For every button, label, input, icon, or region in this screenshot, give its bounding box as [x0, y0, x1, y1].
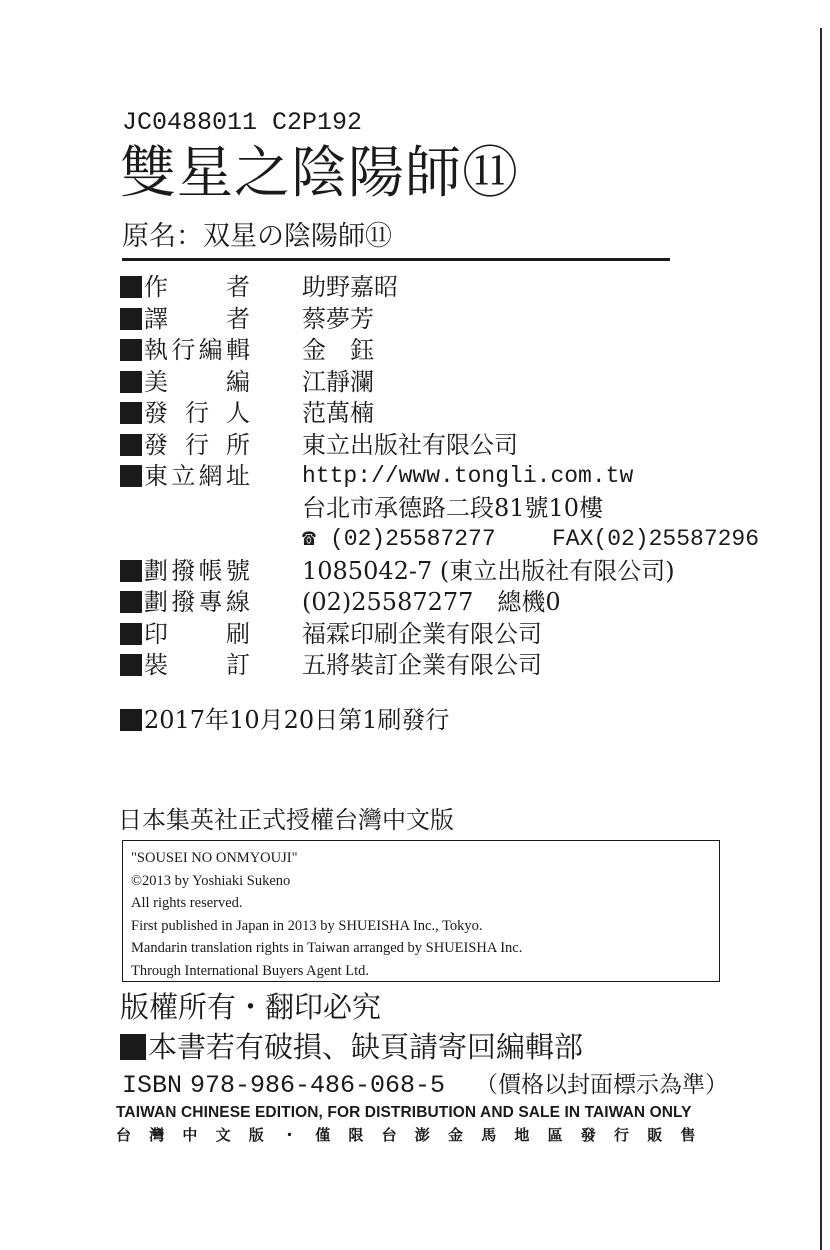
page-edge-line — [820, 28, 822, 1250]
credit-value: 范萬楠 — [302, 399, 374, 427]
address-row — [120, 493, 780, 525]
distribution-notice-zh: 台灣中文版・僅限台澎金馬地區發行販售 — [116, 1126, 714, 1144]
telephone-icon: ☎ — [302, 526, 316, 552]
original-title: 原名：双星の陰陽師⑪ — [122, 221, 392, 252]
phone-row — [120, 524, 780, 556]
credit-value: (02)25587277 總機0 — [302, 588, 561, 616]
bullet-square-icon — [120, 276, 142, 298]
damage-notice-row — [120, 1025, 583, 1066]
credit-value: 五將裝訂企業有限公司 — [302, 651, 542, 679]
bullet-square-icon — [120, 308, 142, 330]
fax-number: FAX(02)25587296 — [552, 526, 760, 552]
bullet-square-icon — [120, 560, 142, 582]
credit-value: 金 鈺 — [302, 336, 374, 364]
damage-notice: 本書若有破損、缺頁請寄回編輯部 — [148, 1030, 584, 1064]
license-line: 日本集英社正式授權台灣中文版 — [118, 806, 454, 834]
copyright-line: Through International Buyers Agent Ltd. — [131, 962, 369, 979]
credit-value: 東立出版社有限公司 — [302, 430, 518, 459]
credit-value: 助野嘉昭 — [302, 273, 398, 301]
address: 台北市承德路二段81號10樓 — [302, 493, 604, 522]
credit-row-author — [120, 272, 780, 304]
bullet-square-icon — [120, 371, 142, 393]
title-divider — [122, 258, 670, 261]
bullet-square-icon — [120, 623, 142, 645]
credits-list — [120, 272, 780, 682]
credit-label: 劃撥專線 — [144, 588, 250, 616]
credit-row-editor — [120, 335, 780, 367]
credit-value: 1085042-7 (東立出版社有限公司) — [302, 556, 675, 585]
credit-label: 發行所 — [144, 430, 250, 459]
credit-label: 發行人 — [144, 399, 250, 427]
credit-label: 東立網址 — [144, 462, 250, 490]
copyright-line: ©2013 by Yoshiaki Sukeno — [131, 872, 291, 889]
credit-label: 劃撥帳號 — [144, 556, 250, 585]
bullet-square-icon — [120, 402, 142, 424]
website-url: http://www.tongli.com.tw — [302, 463, 634, 489]
bullet-square-icon — [120, 654, 142, 676]
bullet-square-icon — [120, 465, 142, 487]
copyright-line: First published in Japan in 2013 by SHUEISHA Inc., Tokyo. — [131, 917, 483, 934]
distribution-notice-en: TAIWAN CHINESE EDITION, FOR DISTRIBUTION AND SALE IN TAIWAN ONLY — [116, 1104, 692, 1121]
product-code: JC0488011 C2P192 — [122, 108, 363, 137]
credit-label: 作 者 — [144, 273, 250, 301]
credit-label: 美 編 — [144, 367, 250, 396]
credit-row-designer — [120, 367, 780, 399]
isbn-row — [122, 1066, 728, 1100]
rights-reserved: 版權所有・翻印必究 — [120, 990, 382, 1024]
book-title: 雙星之陰陽師⑪ — [120, 141, 519, 206]
bullet-square-icon — [120, 434, 142, 456]
credit-value: 蔡夢芳 — [302, 304, 374, 333]
bullet-square-icon — [120, 709, 142, 731]
bullet-square-icon — [120, 339, 142, 361]
payment-row-account — [120, 556, 780, 588]
isbn-label: ISBN — [122, 1071, 183, 1100]
bullet-square-icon — [120, 1034, 146, 1060]
credit-value: 福霖印刷企業有限公司 — [302, 619, 542, 648]
isbn-number: 978-986-486-068-5 — [189, 1071, 446, 1100]
copyright-box — [122, 840, 720, 982]
credit-row-publishing-house — [120, 430, 780, 462]
publish-date-row — [120, 705, 449, 737]
price-note: （價格以封面標示為準） — [474, 1072, 728, 1098]
copyright-line: All rights reserved. — [131, 895, 243, 911]
credit-row-binding — [120, 650, 780, 682]
credit-row-translator — [120, 304, 780, 336]
payment-row-hotline — [120, 587, 780, 619]
bullet-square-icon — [120, 591, 142, 613]
copyright-line: "SOUSEI NO ONMYOUJI" — [131, 850, 298, 866]
credit-label: 印 刷 — [144, 619, 250, 648]
credit-row-website — [120, 461, 780, 493]
credit-value: 江靜瀾 — [302, 367, 374, 396]
copyright-line: Mandarin translation rights in Taiwan arranged by SHUEISHA Inc. — [131, 940, 523, 956]
credit-label: 譯 者 — [144, 304, 250, 333]
publish-date: 2017年10月20日第1刷發行 — [144, 706, 450, 734]
credit-label: 裝 訂 — [144, 651, 250, 679]
credit-row-printer — [120, 619, 780, 651]
credit-label: 執行編輯 — [144, 336, 250, 364]
phone-number: (02)25587277 — [330, 526, 496, 552]
credit-row-publisher — [120, 398, 780, 430]
